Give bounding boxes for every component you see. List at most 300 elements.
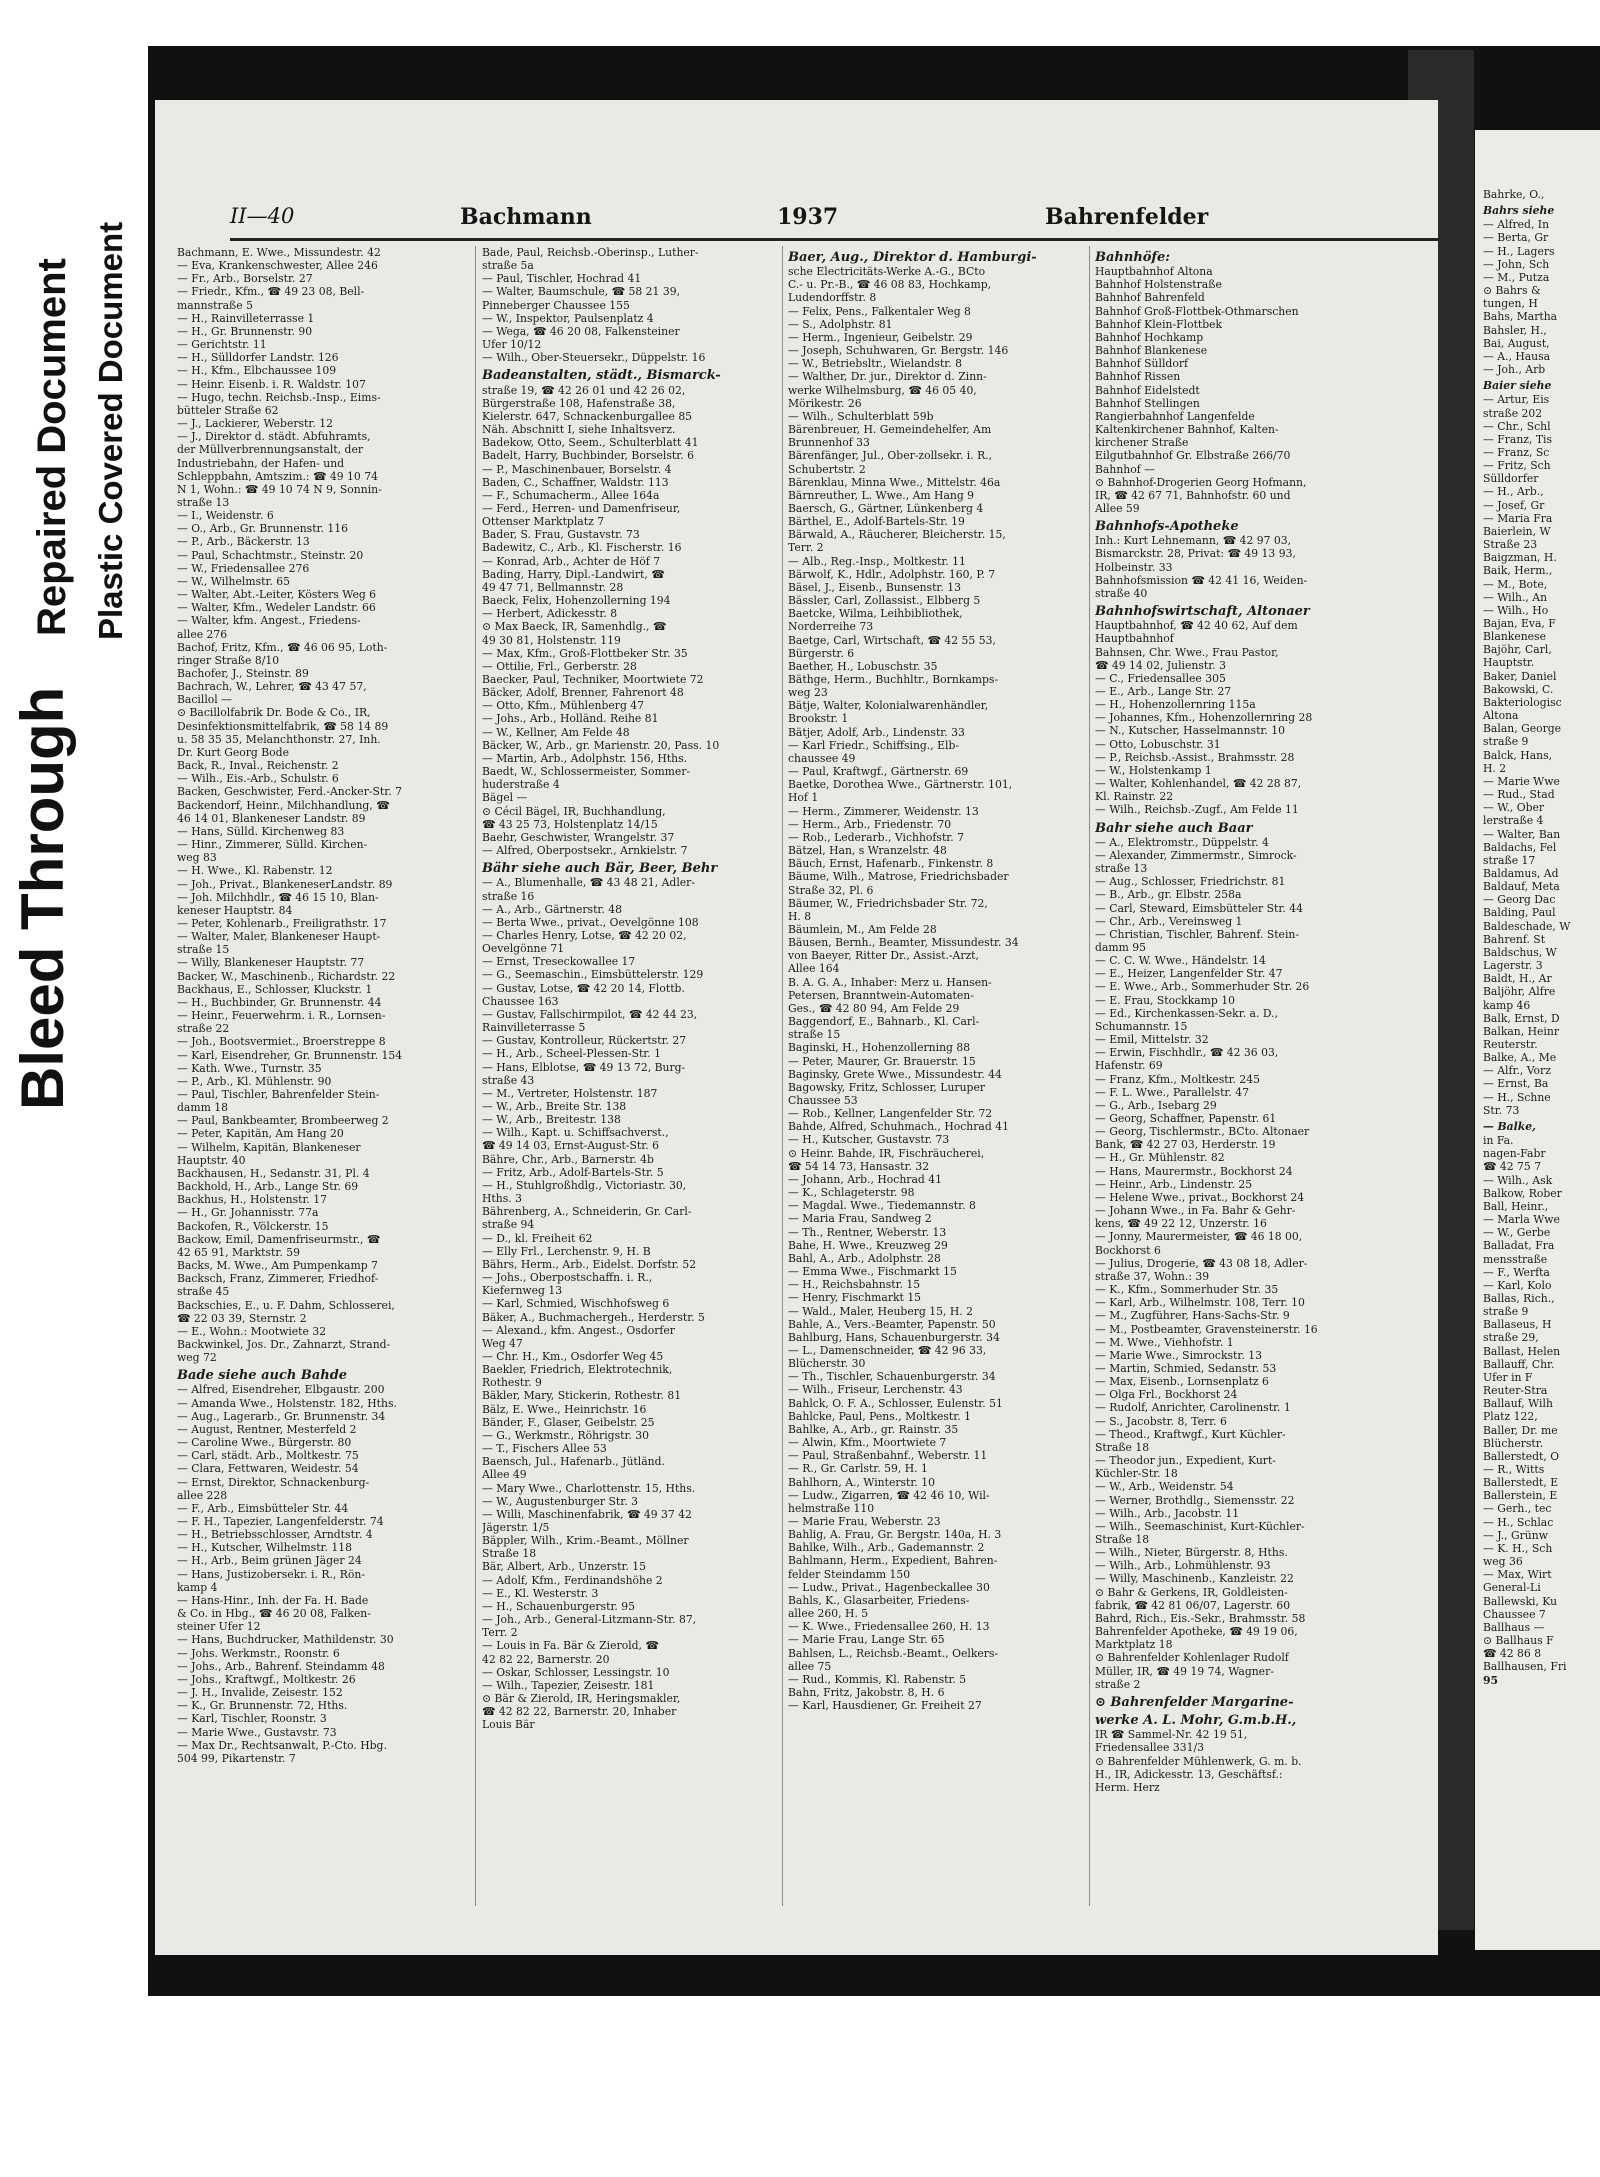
directory-entry: — W., Arb., Breite Str. 138 bbox=[482, 1100, 627, 1113]
page-number: 95 bbox=[1483, 1673, 1499, 1687]
directory-entry: Hauptbahnhof Altona bbox=[1095, 265, 1213, 279]
directory-entry: — I., Weidenstr. 6 bbox=[177, 509, 274, 523]
directory-entry: — Alexander, Zimmermstr., Simrock- bbox=[1095, 848, 1297, 862]
directory-entry: — Herm., Ingenieur, Geibelstr. 29 bbox=[788, 330, 973, 344]
directory-entry: — Wilh., Ask bbox=[1483, 1173, 1553, 1187]
directory-entry: — H., Kutscher, Gustavstr. 73 bbox=[788, 1133, 950, 1147]
directory-entry: — Joh., Privat., BlankeneserLandstr. 89 bbox=[177, 877, 393, 891]
directory-entry: — Alexand., kfm. Angest., Osdorfer bbox=[482, 1323, 675, 1337]
directory-entry: — Marie Frau, Weberstr. 23 bbox=[788, 1515, 941, 1528]
directory-entry: Balke, A., Me bbox=[1483, 1051, 1557, 1065]
section-heading: Bahnhöfe: bbox=[1095, 250, 1171, 265]
directory-entry: Pinneberger Chaussee 155 bbox=[482, 298, 630, 312]
directory-entry: werke Wilhelmsburg, ☎ 46 05 40, bbox=[788, 383, 977, 397]
directory-entry: allee 75 bbox=[788, 1659, 832, 1673]
directory-entry: — Johannes, Kfm., Hohenzollernring 28 bbox=[1095, 711, 1313, 725]
directory-entry: — John, Sch bbox=[1483, 257, 1550, 271]
directory-entry: — Alwin, Kfm., Moortwiete 7 bbox=[788, 1436, 947, 1450]
section-heading: Bahnhofs-Apotheke bbox=[1095, 519, 1239, 535]
directory-entry: Eilgutbahnhof Gr. Elbstraße 266/70 bbox=[1095, 449, 1291, 463]
directory-entry: — Paul, Kraftwgf., Gärtnerstr. 69 bbox=[788, 765, 969, 779]
directory-entry: — Josef, Gr bbox=[1483, 498, 1545, 512]
directory-entry: — Johs., Oberpostschaffn. i. R., bbox=[482, 1271, 653, 1285]
directory-entry: damm 95 bbox=[1095, 940, 1146, 954]
directory-entry: Bahls, K., Glasarbeiter, Friedens- bbox=[788, 1593, 970, 1607]
directory-entry: Baller, Dr. me bbox=[1483, 1423, 1558, 1437]
directory-entry: — W., Ober bbox=[1483, 801, 1545, 815]
directory-entry: — Walter, Maler, Blankeneser Haupt- bbox=[177, 930, 381, 944]
directory-entry: — Wilh., Ho bbox=[1483, 603, 1549, 617]
directory-entry: straße 37, Wohn.: 39 bbox=[1095, 1269, 1210, 1283]
directory-entry: Baether, H., Lobuschstr. 35 bbox=[788, 659, 938, 673]
directory-entry: Bahnsen, Chr. Wwe., Frau Pastor, bbox=[1095, 645, 1279, 659]
directory-entry: — F., Schumacherm., Allee 164a bbox=[482, 488, 660, 502]
directory-entry: Backofen, R., Völckerstr. 15 bbox=[177, 1219, 329, 1233]
directory-entry: Bahrenf. St bbox=[1483, 932, 1546, 946]
directory-entry: 42 65 91, Marktstr. 59 bbox=[177, 1245, 300, 1259]
directory-entry: — J., Grünw bbox=[1483, 1528, 1548, 1542]
directory-entry: Bahrke, O., bbox=[1483, 188, 1545, 201]
directory-entry: — Joh., Bootsvermiet., Broerstreppe 8 bbox=[177, 1035, 386, 1049]
directory-entry: Bahs, Martha bbox=[1483, 310, 1558, 324]
directory-entry: Reuter-Stra bbox=[1483, 1384, 1548, 1398]
directory-entry: weg 83 bbox=[177, 851, 217, 865]
directory-entry: Balkow, Rober bbox=[1483, 1186, 1562, 1200]
page-label: II—40 bbox=[230, 204, 295, 228]
directory-entry: — Herbert, Adickesstr. 8 bbox=[482, 607, 618, 621]
directory-entry: allee 228 bbox=[177, 1488, 228, 1502]
directory-entry: Bäume, Wilh., Matrose, Friedrichsbader bbox=[788, 870, 1009, 884]
directory-entry: — H., Gr. Brunnenstr. 90 bbox=[177, 324, 313, 338]
directory-entry: Badekow, Otto, Seem., Schulterblatt 41 bbox=[482, 436, 699, 450]
directory-entry: Bahlhorn, A., Winterstr. 10 bbox=[788, 1475, 935, 1489]
directory-entry: — Franz, Sc bbox=[1483, 445, 1550, 459]
directory-entry: Bajan, Eva, F bbox=[1483, 617, 1556, 630]
directory-entry: — Johs., Arb., Holländ. Reihe 81 bbox=[482, 712, 659, 726]
directory-entry: — Peter, Kohlenarb., Freiligrathstr. 17 bbox=[177, 916, 387, 930]
directory-entry: — K., Gr. Brunnenstr. 72, Hths. bbox=[177, 1699, 348, 1713]
directory-entry: Bärenbreuer, H. Gemeindehelfer, Am bbox=[788, 423, 992, 437]
directory-entry: — Ed., Kirchenkassen-Sekr. a. D., bbox=[1095, 1006, 1278, 1020]
directory-entry: Bahlmann, Herm., Expedient, Bahren- bbox=[788, 1554, 998, 1568]
directory-entry: C.- u. Pr.-B., ☎ 46 08 83, Hochkamp, bbox=[788, 278, 992, 292]
directory-entry: — M. Wwe., Viehhofstr. 1 bbox=[1095, 1335, 1234, 1349]
directory-entry: ☎ 42 86 8 bbox=[1483, 1647, 1542, 1661]
directory-entry: — Wilh., Eis.-Arb., Schulstr. 6 bbox=[177, 772, 339, 786]
directory-entry: — Fritz, Arb., Adolf-Bartels-Str. 5 bbox=[482, 1165, 664, 1179]
directory-entry: straße 17 bbox=[1483, 853, 1536, 867]
directory-entry: Müller, IR, ☎ 49 19 74, Wagner- bbox=[1095, 1664, 1274, 1678]
directory-entry: Sülldorfer bbox=[1483, 472, 1539, 486]
directory-entry: — Louis in Fa. Bär & Zierold, ☎ bbox=[482, 1639, 659, 1653]
directory-entry: — Karl Friedr., Schiffsing., Elb- bbox=[788, 738, 960, 752]
directory-entry: mensstraße bbox=[1483, 1252, 1548, 1266]
directory-entry: — Max Dr., Rechtsanwalt, P.-Cto. Hbg. bbox=[177, 1738, 387, 1752]
directory-entry: straße 15 bbox=[788, 1028, 841, 1042]
directory-entry: — Ludw., Zigarren, ☎ 42 46 10, Wil- bbox=[788, 1488, 990, 1502]
directory-entry: ringer Straße 8/10 bbox=[177, 653, 280, 667]
directory-entry: — Otto, Lobuschstr. 31 bbox=[1095, 737, 1221, 751]
directory-entry: straße 16 bbox=[482, 889, 535, 903]
directory-entry: — E., Heizer, Langenfelder Str. 47 bbox=[1095, 967, 1283, 981]
directory-entry: — Paul, Tischler, Bahrenfelder Stein- bbox=[177, 1088, 380, 1101]
directory-entry: Desinfektionsmittelfabrik, ☎ 58 14 89 bbox=[177, 719, 389, 733]
directory-entry: — Max, Wirt bbox=[1483, 1568, 1552, 1582]
directory-entry: IR ☎ Sammel-Nr. 42 19 51, bbox=[1095, 1728, 1248, 1742]
directory-entry: Rothestr. 9 bbox=[482, 1376, 542, 1390]
directory-entry: B. A. G. A., Inhaber: Merz u. Hansen- bbox=[788, 975, 992, 989]
directory-entry: — Willy, Maschinenb., Kanzleistr. 22 bbox=[1095, 1572, 1294, 1586]
directory-page bbox=[155, 100, 1438, 1955]
directory-entry: Baker, Daniel bbox=[1483, 669, 1557, 683]
directory-entry: huderstraße 4 bbox=[482, 778, 560, 792]
directory-entry: Bismarckstr. 28, Privat: ☎ 49 13 93, bbox=[1095, 547, 1296, 561]
directory-entry: Friedensallee 331/3 bbox=[1095, 1741, 1204, 1755]
directory-entry: — H., Hohenzollernring 115a bbox=[1095, 698, 1256, 712]
directory-entry: — Wilh., Arb., Jacobstr. 11 bbox=[1095, 1506, 1240, 1520]
directory-entry: — R., Gr. Carlstr. 59, H. 1 bbox=[788, 1462, 928, 1476]
directory-entry: mannstraße 5 bbox=[177, 298, 253, 312]
directory-entry: Baetke, Dorothea Wwe., Gärtnerstr. 101, bbox=[788, 778, 1013, 792]
directory-entry: Ballauff, Chr. bbox=[1483, 1357, 1555, 1371]
directory-entry: Chaussee 163 bbox=[482, 994, 559, 1008]
directory-entry: — Karl, Hausdiener, Gr. Freiheit 27 bbox=[788, 1699, 982, 1713]
directory-entry: Baldauf, Meta bbox=[1483, 880, 1560, 894]
directory-entry: 46 14 01, Blankeneser Landstr. 89 bbox=[177, 811, 366, 825]
directory-entry: — Rob., Lederarb., Vichhofstr. 7 bbox=[788, 830, 964, 844]
directory-entry: Baersch, G., Gärtner, Lünkenberg 4 bbox=[788, 501, 984, 515]
directory-entry: — H., Reichsbahnstr. 15 bbox=[788, 1278, 921, 1292]
directory-entry: — Herm., Arb., Friedenstr. 70 bbox=[788, 817, 952, 831]
directory-entry: Bachrach, W., Lehrer, ☎ 43 47 57, bbox=[177, 680, 367, 694]
directory-entry: Bakteriologisc bbox=[1483, 695, 1562, 709]
directory-entry: Ges., ☎ 42 80 94, Am Felde 29 bbox=[788, 1001, 960, 1015]
directory-entry: — Konrad, Arb., Achter de Höf 7 bbox=[482, 554, 661, 568]
directory-entry: Baldachs, Fel bbox=[1483, 840, 1557, 854]
directory-entry: Bahl, A., Arb., Adolphstr. 28 bbox=[788, 1251, 941, 1265]
directory-entry: Bahlck, O. F. A., Schlosser, Eulenstr. 51 bbox=[788, 1396, 1003, 1410]
directory-entry: Baensch, Jul., Hafenarb., Jütländ. bbox=[482, 1455, 665, 1469]
directory-entry: Bakowski, C. bbox=[1483, 682, 1554, 696]
directory-entry: — H., Buchbinder, Gr. Brunnenstr. 44 bbox=[177, 995, 382, 1009]
directory-entry: Platz 122, bbox=[1483, 1410, 1538, 1424]
directory-entry: Baldamus, Ad bbox=[1483, 866, 1559, 880]
directory-entry: & Co. in Hbg., ☎ 46 20 08, Falken- bbox=[177, 1607, 371, 1621]
directory-entry: kamp 46 bbox=[1483, 998, 1531, 1012]
directory-entry: Bährs, Herm., Arb., Eidelst. Dorfstr. 52 bbox=[482, 1257, 697, 1271]
directory-entry: — Chr. H., Km., Osdorfer Weg 45 bbox=[482, 1349, 664, 1363]
directory-entry: Backer, W., Maschinenb., Richardstr. 22 bbox=[177, 969, 396, 983]
directory-entry: Ufer in F bbox=[1483, 1370, 1533, 1384]
directory-entry: — C., Friedensallee 305 bbox=[1095, 671, 1226, 685]
directory-entry: Ballaseus, H bbox=[1483, 1318, 1552, 1332]
directory-entry: kirchener Straße bbox=[1095, 436, 1189, 450]
directory-entry: ⊙ Bahnhof-Drogerien Georg Hofmann, bbox=[1095, 475, 1307, 489]
directory-entry: — H., Kutscher, Wilhelmstr. 118 bbox=[177, 1541, 353, 1555]
directory-entry: kens, ☎ 49 22 12, Unzerstr. 16 bbox=[1095, 1217, 1267, 1231]
directory-entry: Rangierbahnhof Langenfelde bbox=[1095, 409, 1255, 423]
directory-entry: — Oskar, Schlosser, Lessingstr. 10 bbox=[482, 1665, 670, 1679]
directory-entry: Balck, Hans, bbox=[1483, 748, 1553, 762]
directory-entry: Bährenberg, A., Schneiderin, Gr. Carl- bbox=[482, 1205, 692, 1219]
directory-entry: Bäppler, Wilh., Krim.-Beamt., Möllner bbox=[482, 1534, 689, 1548]
directory-entry: Bader, S. Frau, Gustavstr. 73 bbox=[482, 528, 640, 542]
directory-entry: Badewitz, C., Arb., Kl. Fischerstr. 16 bbox=[482, 541, 682, 555]
directory-entry: — Paul, Straßenbahnf., Weberstr. 11 bbox=[788, 1449, 988, 1463]
directory-entry: — K., Kfm., Sommerhuder Str. 35 bbox=[1095, 1283, 1279, 1297]
directory-entry: — Wilh., Schulterblatt 59b bbox=[788, 409, 934, 423]
section-heading: Bahrs siehe bbox=[1483, 204, 1555, 218]
directory-entry: 49 47 71, Bellmannstr. 28 bbox=[482, 580, 624, 594]
directory-entry: kamp 4 bbox=[177, 1580, 218, 1594]
directory-entry: ⊙ Ballhaus F bbox=[1483, 1634, 1554, 1648]
directory-entry: Balk, Ernst, D bbox=[1483, 1011, 1560, 1025]
directory-entry: — Wilh., Reichsb.-Zugf., Am Felde 11 bbox=[1095, 803, 1299, 817]
directory-entry: Bäumlein, M., Am Felde 28 bbox=[788, 922, 937, 936]
directory-entry: Allee 164 bbox=[788, 962, 840, 976]
header-right-word: Bahrenfelder bbox=[1045, 204, 1209, 230]
directory-entry: weg 36 bbox=[1483, 1555, 1523, 1569]
directory-entry: ☎ 43 25 73, Holstenplatz 14/15 bbox=[482, 817, 658, 831]
directory-entry: — P., Maschinenbauer, Borselstr. 4 bbox=[482, 462, 672, 476]
directory-entry: — Johann, Arb., Hochrad 41 bbox=[788, 1172, 942, 1186]
directory-entry: weg 72 bbox=[177, 1351, 217, 1365]
directory-entry: — Johann Wwe., in Fa. Bahr & Gehr- bbox=[1095, 1204, 1296, 1218]
directory-entry: — Werner, Brothdlg., Siemensstr. 22 bbox=[1095, 1493, 1295, 1507]
directory-entry: — E. Wwe., Arb., Sommerhuder Str. 26 bbox=[1095, 980, 1310, 994]
directory-entry: straße 13 bbox=[177, 495, 230, 509]
directory-entry: — B., Arb., gr. Elbstr. 258a bbox=[1095, 888, 1242, 902]
directory-entry: — Georg, Schaffner, Papenstr. 61 bbox=[1095, 1112, 1277, 1125]
directory-entry: straße 43 bbox=[482, 1073, 535, 1087]
directory-entry: — Artur, Eis bbox=[1483, 393, 1550, 407]
header-year: 1937 bbox=[777, 204, 839, 230]
directory-entry: Baetge, Carl, Wirtschaft, ☎ 42 55 53, bbox=[788, 633, 996, 647]
directory-entry: — Heinr., Feuerwehrm. i. R., Lornsen- bbox=[177, 1009, 386, 1023]
directory-entry: Straße 18 bbox=[1095, 1533, 1150, 1546]
directory-entry: steiner Ufer 12 bbox=[177, 1620, 261, 1634]
directory-entry: Hauptbahnhof, ☎ 42 40 62, Auf dem bbox=[1095, 619, 1298, 633]
directory-entry: straße 9 bbox=[1483, 735, 1529, 749]
directory-entry: Kiefernweg 13 bbox=[482, 1284, 563, 1298]
directory-entry: — A., Blumenhalle, ☎ 43 48 21, Adler- bbox=[482, 876, 695, 890]
directory-entry: Hths. 3 bbox=[482, 1192, 522, 1206]
directory-entry: Bürgerstraße 108, Hafenstraße 38, bbox=[482, 396, 676, 410]
directory-entry: Brunnenhof 33 bbox=[788, 436, 870, 450]
directory-entry: u. 58 35 35, Melanchthonstr. 27, Inh. bbox=[177, 732, 381, 746]
directory-entry: — S., Jacobstr. 8, Terr. 6 bbox=[1095, 1414, 1227, 1428]
header-left-word: Bachmann bbox=[460, 204, 592, 230]
directory-entry: Bank, ☎ 42 27 03, Herderstr. 19 bbox=[1095, 1138, 1276, 1152]
directory-entry: — Hans, Elblotse, ☎ 49 13 72, Burg- bbox=[482, 1060, 686, 1074]
directory-entry: sche Electricitäts-Werke A.-G., BCto bbox=[788, 265, 986, 279]
directory-entry: — Marie Wwe., Simrockstr. 13 bbox=[1095, 1348, 1262, 1362]
directory-entry: — Willy, Blankeneser Hauptstr. 77 bbox=[177, 956, 365, 970]
directory-entry: — T., Fischers Allee 53 bbox=[482, 1442, 607, 1456]
directory-entry: 42 82 22, Barnerstr. 20 bbox=[482, 1652, 610, 1666]
directory-entry: Baecker, Paul, Techniker, Moortwiete 72 bbox=[482, 673, 704, 686]
directory-entry: Baginski, H., Hohenzollerning 88 bbox=[788, 1041, 971, 1055]
directory-entry: — Wega, ☎ 46 20 08, Falkensteiner bbox=[482, 324, 680, 338]
directory-entry: Baierlein, W bbox=[1483, 524, 1551, 538]
directory-entry: Ball, Heinr., bbox=[1483, 1199, 1549, 1213]
directory-entry: — Hinr., Zimmerer, Sülld. Kirchen- bbox=[177, 838, 368, 852]
directory-entry: — Karl, Eisendreher, Gr. Brunnenstr. 154 bbox=[177, 1048, 403, 1062]
directory-entry: — P., Reichsb.-Assist., Brahmsstr. 28 bbox=[1095, 750, 1295, 764]
directory-entry: — Gustav, Fallschirmpilot, ☎ 42 44 23, bbox=[482, 1007, 698, 1021]
directory-entry: Bänder, F., Glaser, Geibelstr. 25 bbox=[482, 1415, 655, 1429]
directory-entry: Petersen, Branntwein-Automaten- bbox=[788, 988, 974, 1002]
directory-entry: Blücherstr. bbox=[1483, 1436, 1544, 1450]
directory-entry: — L., Damenschneider, ☎ 42 96 33, bbox=[788, 1343, 987, 1357]
directory-entry: — Alfr., Vorz bbox=[1483, 1064, 1551, 1078]
directory-entry: — Ernst, Treseckowallee 17 bbox=[482, 955, 636, 969]
directory-entry: Ballerstedt, E bbox=[1483, 1476, 1559, 1490]
directory-entry: — H., Rainvilleterrasse 1 bbox=[177, 311, 315, 325]
directory-entry: — H., Lagers bbox=[1483, 244, 1555, 258]
directory-entry: General-Li bbox=[1483, 1581, 1541, 1595]
directory-entry: — Fritz, Sch bbox=[1483, 459, 1551, 473]
directory-entry: Bäuch, Ernst, Hafenarb., Finkenstr. 8 bbox=[788, 857, 994, 871]
directory-entry: — H., Gr. Johannisstr. 77a bbox=[177, 1206, 319, 1220]
directory-entry: — Chr., Schl bbox=[1483, 419, 1551, 433]
directory-entry: — H., Schauenburgerstr. 95 bbox=[482, 1599, 636, 1613]
directory-entry: IR, ☎ 42 67 71, Bahnhofstr. 60 und bbox=[1095, 488, 1291, 502]
label-plastic-covered-document: Plastic Covered Document bbox=[92, 221, 129, 640]
directory-entry: — Hugo, techn. Reichsb.-Insp., Eims- bbox=[177, 390, 381, 404]
directory-entry: — Eva, Krankenschwester, Allee 246 bbox=[177, 259, 378, 273]
directory-entry: — Joh., Arb bbox=[1483, 363, 1546, 377]
directory-entry: Bahnhof Eidelstedt bbox=[1095, 383, 1200, 397]
directory-entry: — K. Wwe., Friedensallee 260, H. 13 bbox=[788, 1620, 990, 1634]
directory-entry: — Karl, Arb., Wilhelmstr. 108, Terr. 10 bbox=[1095, 1296, 1305, 1310]
directory-entry: Bachofer, J., Steinstr. 89 bbox=[177, 667, 309, 680]
directory-entry: Str. 73 bbox=[1483, 1103, 1520, 1117]
directory-entry: Ottenser Marktplatz 7 bbox=[482, 515, 605, 529]
directory-entry: tungen, H bbox=[1483, 297, 1538, 311]
directory-entry: — Rud., Kommis, Kl. Rabenstr. 5 bbox=[788, 1672, 967, 1686]
directory-entry: Backhausen, H., Sedanstr. 31, Pl. 4 bbox=[177, 1166, 370, 1180]
directory-entry: Bär, Albert, Arb., Unzerstr. 15 bbox=[482, 1560, 647, 1574]
directory-entry: Bade, Paul, Reichsb.-Oberinsp., Luther- bbox=[482, 246, 699, 259]
directory-entry: Bajöhr, Carl, bbox=[1483, 643, 1552, 657]
directory-entry: — Aug., Schlosser, Friedrichstr. 81 bbox=[1095, 875, 1286, 889]
directory-entry: Schumannstr. 15 bbox=[1095, 1019, 1188, 1033]
directory-entry: Hafenstr. 69 bbox=[1095, 1059, 1163, 1073]
directory-entry: ⊙ Cécil Bägel, IR, Buchhandlung, bbox=[482, 804, 666, 818]
directory-entry: — H., Gr. Mühlenstr. 82 bbox=[1095, 1151, 1225, 1165]
directory-entry: straße 202 bbox=[1483, 406, 1543, 420]
directory-entry: — Henry, Fischmarkt 15 bbox=[788, 1291, 922, 1305]
directory-entry: — W., Gerbe bbox=[1483, 1226, 1551, 1240]
directory-entry: H. 8 bbox=[788, 909, 812, 923]
directory-entry: — P., Arb., Bäckerstr. 13 bbox=[177, 535, 310, 549]
directory-entry: — Marie Frau, Lange Str. 65 bbox=[788, 1633, 945, 1647]
directory-entry: — M., Putza bbox=[1483, 270, 1550, 284]
directory-entry: Holbeinstr. 33 bbox=[1095, 560, 1173, 574]
directory-entry: ⊙ Heinr. Bahde, IR, Fischräucherei, bbox=[788, 1146, 985, 1160]
directory-entry: — Julius, Drogerie, ☎ 43 08 18, Adler- bbox=[1095, 1256, 1308, 1270]
directory-entry: — H., Sülldorfer Landstr. 126 bbox=[177, 351, 339, 365]
directory-entry: Bahlsen, L., Reichsb.-Beamt., Oelkers- bbox=[788, 1646, 999, 1660]
section-heading: werke A. L. Mohr, G.m.b.H., bbox=[1095, 1713, 1297, 1729]
directory-entry: 49 30 81, Holstenstr. 119 bbox=[482, 633, 621, 647]
directory-entry: Ludendorffstr. 8 bbox=[788, 291, 877, 305]
directory-entry: Straße 23 bbox=[1483, 538, 1538, 552]
directory-entry: straße 22 bbox=[177, 1022, 230, 1036]
directory-entry: Ballast, Helen bbox=[1483, 1344, 1561, 1358]
directory-entry: ☎ 49 14 02, Julienstr. 3 bbox=[1095, 658, 1226, 672]
directory-entry: Bahnhof Rissen bbox=[1095, 370, 1181, 384]
directory-entry: Baetcke, Wilma, Leihbibliothek, bbox=[788, 607, 963, 621]
directory-entry: — Alb., Reg.-Insp., Moltkestr. 11 bbox=[788, 554, 966, 568]
directory-entry: — Berta, Gr bbox=[1483, 231, 1549, 245]
directory-entry: — Rudolf, Anrichter, Carolinenstr. 1 bbox=[1095, 1401, 1291, 1415]
directory-entry: — Emil, Mittelstr. 32 bbox=[1095, 1033, 1209, 1047]
directory-entry: — Wald., Maler, Heuberg 15, H. 2 bbox=[788, 1304, 973, 1318]
directory-entry: — G., Werkmstr., Röhrigstr. 30 bbox=[482, 1428, 650, 1442]
directory-entry: Blankenese bbox=[1483, 630, 1546, 644]
directory-entry: Bahlcke, Paul, Pens., Moltkestr. 1 bbox=[788, 1409, 971, 1423]
directory-entry: Baldt, H., Ar bbox=[1483, 972, 1552, 986]
directory-entry: — Heinr., Arb., Lindenstr. 25 bbox=[1095, 1177, 1253, 1191]
directory-entry: — F., Werfta bbox=[1483, 1265, 1550, 1279]
directory-entry: Bäcker, W., Arb., gr. Marienstr. 20, Pass. 10 bbox=[482, 738, 720, 752]
directory-entry: — Emma Wwe., Fischmarkt 15 bbox=[788, 1265, 957, 1279]
directory-entry: — Th., Tischler, Schauenburgerstr. 34 bbox=[788, 1370, 996, 1384]
directory-entry: — Franz, Kfm., Moltkestr. 245 bbox=[1095, 1072, 1261, 1086]
directory-entry: Bahlig, A. Frau, Gr. Bergstr. 140a, H. 3 bbox=[788, 1528, 1002, 1542]
directory-entry: — Aug., Lagerarb., Gr. Brunnenstr. 34 bbox=[177, 1409, 386, 1423]
label-repaired-document: Repaired Document bbox=[30, 258, 74, 636]
directory-column-2 bbox=[482, 246, 777, 1906]
directory-entry: Hauptbahnhof bbox=[1095, 632, 1174, 646]
directory-entry: Inh.: Kurt Lehnemann, ☎ 42 97 03, bbox=[1095, 534, 1292, 548]
directory-entry: — Franz, Tis bbox=[1483, 432, 1553, 446]
directory-entry: Bäsel, J., Eisenb., Bunsenstr. 13 bbox=[788, 580, 962, 594]
directory-entry: — H., Schlac bbox=[1483, 1515, 1554, 1529]
directory-entry: — Carl, Steward, Eimsbütteler Str. 44 bbox=[1095, 901, 1303, 915]
directory-entry: Baeck, Felix, Hohenzollerning 194 bbox=[482, 594, 671, 608]
directory-entry: Baldeschade, W bbox=[1483, 919, 1571, 933]
directory-entry: Norderreihe 73 bbox=[788, 620, 874, 634]
directory-entry: — Caroline Wwe., Bürgerstr. 80 bbox=[177, 1436, 352, 1450]
directory-entry: Baigzman, H. bbox=[1483, 551, 1557, 565]
directory-entry: — Gerh., tec bbox=[1483, 1502, 1552, 1516]
directory-entry: — Martin, Arb., Adolphstr. 156, Hths. bbox=[482, 751, 688, 765]
directory-entry: weg 23 bbox=[788, 686, 828, 700]
directory-entry: — J. H., Invalide, Zeisestr. 152 bbox=[177, 1686, 343, 1700]
directory-entry: — H., Arb., Beim grünen Jäger 24 bbox=[177, 1554, 362, 1568]
directory-entry: Baedt, W., Schlossermeister, Sommer- bbox=[482, 765, 691, 779]
section-heading: — Balke, bbox=[1483, 1119, 1536, 1133]
directory-entry: — Hans, Sülld. Kirchenweg 83 bbox=[177, 824, 345, 838]
directory-entry: — Elly Frl., Lerchenstr. 9, H. B bbox=[482, 1244, 651, 1258]
directory-entry: Ballhausen, Fri bbox=[1483, 1660, 1567, 1674]
directory-entry: Lagerstr. 3 bbox=[1483, 959, 1543, 973]
directory-entry: — H., Stuhlgroßhdlg., Victoriastr. 30, bbox=[482, 1178, 687, 1192]
directory-entry: Baekler, Friedrich, Elektrotechnik, bbox=[482, 1363, 673, 1377]
directory-entry: — Marla Wwe bbox=[1483, 1213, 1560, 1227]
directory-entry: — W., Wilhelmstr. 65 bbox=[177, 574, 291, 588]
directory-entry: Bahnhof Sülldorf bbox=[1095, 357, 1188, 371]
directory-entry: — W., Augustenburger Str. 3 bbox=[482, 1494, 638, 1508]
directory-entry: — Walter, Abt.-Leiter, Kösters Weg 6 bbox=[177, 588, 377, 602]
directory-entry: — H., Arb., Scheel-Plessen-Str. 1 bbox=[482, 1047, 662, 1061]
directory-entry: — Marie Wwe., Gustavstr. 73 bbox=[177, 1725, 337, 1739]
directory-entry: Herm. Herz bbox=[1095, 1780, 1160, 1794]
directory-entry: — Jonny, Maurermeister, ☎ 46 18 00, bbox=[1095, 1230, 1303, 1244]
